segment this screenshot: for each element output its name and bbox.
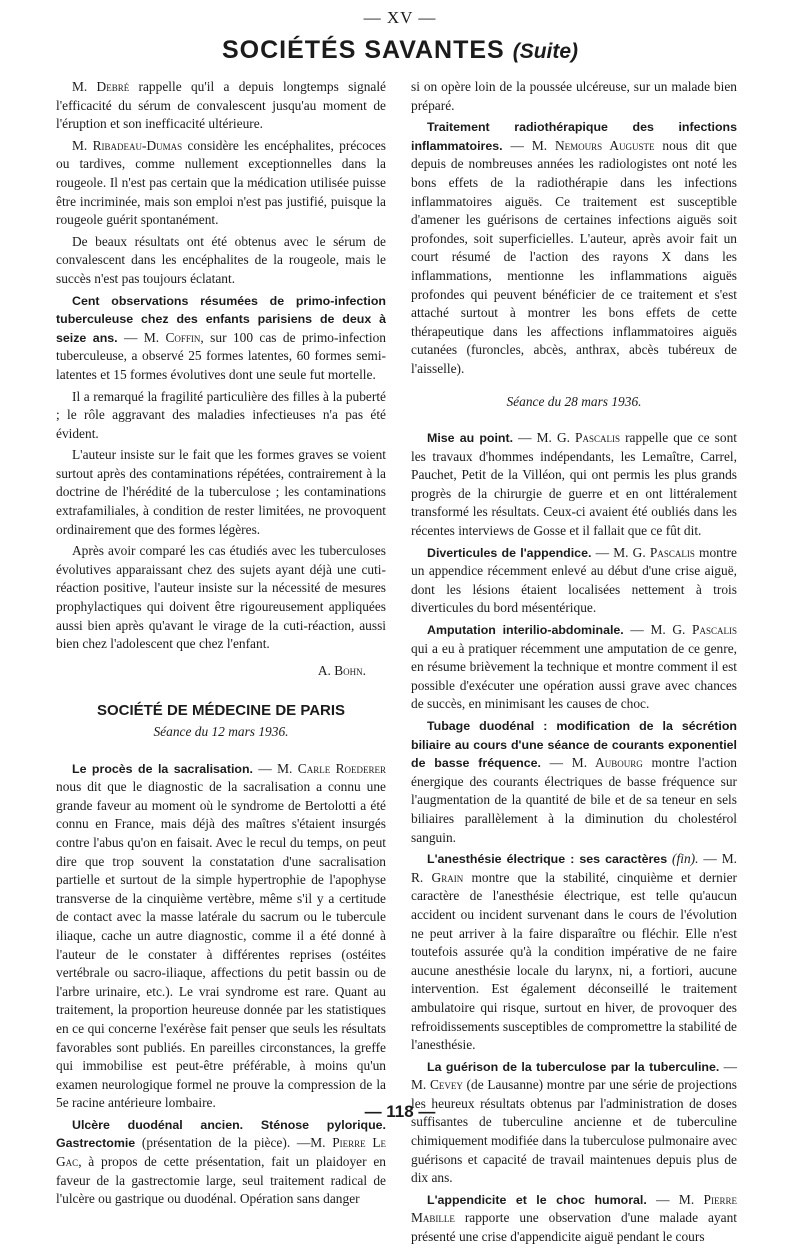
topic-heading: Amputation interilio-abdominale. [427,623,624,638]
paragraph-text: , sur 100 cas de primo-infection tuberculeuse, a observé 25 formes latentes, 60 formes semi-latentes et 15 formes évolutives dont une seule fut mortelle. [56,329,387,382]
paragraph-text: , à propos de cette présentation, fait un plaidoyer en faveur de la gastrectomie large, seul traitement radical de l'ulcère ou gastrique ou duodénal. Opération sans danger [56,1154,386,1207]
paragraph-text: nous dit que le diagnostic de la sacralisation a connu une grande faveur au moment où le syndrome de Bertolotti a été connu en France, mais déjà des maîtres s'étaient insurgés contre l'abus qu'on en faisait. Avec le recul du temps, on peut dire que trop souvent la constatation d'une sacralisation partielle et surtout de la simple hypertrophie de l'apophyse transverse de la cinquième vertèbre, même s'il y a certitude de contact avec la masse latérale du sacrum ou le tubercule iliaque, cache un autre diagnostic, comme il a été donné à l'auteur de le constater à différentes reprises (ostéites vertébrale ou sacro-iliaque, affections du petit bassin ou de l'arbre urinaire, etc.). Le vrai syndrome est rare. Quant au traitement, la proportion heureuse donnée par les statistiques en ce qui concerne l'exérèse fait penser que seuls les résultats favorables sont publiés. En pareilles circonstances, la greffe qui immobilise est peut-être préférable, à moins qu'un examen neurologique formel ne prouve la compression de la 5e racine antérieure lombaire. [56,779,386,1111]
author-name: M. Carle Roederer [277,760,387,776]
dash: — [719,1058,737,1074]
right-column [411,78,737,1250]
paragraph [56,1116,386,1209]
paragraph-text: considère les encéphalites, précoces ou tardives, comme nullement exceptionnelles dans la rougeole. Il n'est pas certain que la médication utilisée puisse être incriminée, mais son emploi n'est pas justifié, puisque la rougeole guérit spontanément. [56,137,386,228]
paragraph-text: montre que la stabilité, cinquième et dernier caractère de l'anesthésie électrique, est telle qu'aucun accident ou incident survenant dans le cours de l'évolution ne peut arriver à la faire disparaître ou fléchir. Elle n'est toutefois assurée qu'à la condition impérative de ne faire aucune anesthésie locale du larynx, ni, a fortiori, aucune intervention. Est également déconseillé le traitement ambulatoire qui risque, surtout en hiver, de provoquer des refroidissements susceptibles de compromettre la stabilité de l'anesthésie. [411,869,737,1053]
paragraph [56,137,386,230]
topic-heading: L'anesthésie électrique : ses caractères [427,852,668,867]
dash: — [623,622,651,638]
paragraph: Après avoir comparé les cas étudiés avec les tuberculoses évolutives apparaissant chez des sujets ayant déjà une cuti-réaction positive, l'auteur insiste sur la nécessité de mesures prophylactiques qui doivent être rigoureusement appliquées aussi bien après qu'avant le virage de la cuti-réaction, aussi bien chez l'adolescent que chez l'enfant. [56,543,386,652]
page-title-suite: (Suite) [512,40,579,63]
topic-heading: Mise au point. [427,431,514,446]
topic-heading: Diverticules de l'appendice. [427,545,592,560]
session-date: Séance du 28 mars 1936. [506,393,642,409]
paragraph [411,850,737,1055]
paragraph-text: (présentation de la pièce). — [135,1135,311,1151]
dash: — [502,137,532,153]
topic-heading: Tubage duodénal : modification de la sécrétion biliaire au cours d'une séance de courants exponentiel de basse fréquence. [411,719,737,771]
topic-heading: Cent observations résumées de primo-infection tuberculeuse chez des enfants parisiens de deux à seize ans. [56,293,386,345]
topic-heading: Traitement radiothérapique des infections inflammatoires. [411,120,737,153]
paragraph [411,118,737,378]
author-name: M. Aubourg [571,755,643,771]
author-name: M. Coffin [143,329,201,345]
dash: — [540,755,572,771]
paragraph-text: rappelle qu'il a depuis longtemps signalé l'efficacité du sérum de convalescent jusqu'au moment de l'éruption et son inefficacité ultérieure. [56,79,387,132]
paragraph [411,621,737,714]
paragraph [56,760,386,1113]
dash: — [513,430,537,446]
paragraph [411,1191,737,1247]
roman-page-number: — XV — [363,8,437,27]
dash: — [117,329,144,345]
signature: A. Bohn. [317,662,366,678]
paragraph [56,78,386,134]
dash: — [591,544,614,560]
dash: — [252,760,278,776]
author-name: M. Nemours Auguste [531,137,655,153]
paragraph [56,292,386,385]
topic-heading: La guérison de la tuberculose par la tuberculine. [427,1059,720,1074]
page-title [0,36,800,65]
dash: — [698,851,722,867]
paragraph [411,717,737,847]
session-date: Séance du 12 mars 1936. [153,724,289,739]
author-name: M. G. Pascalis [613,544,695,560]
italic-text: (fin). [667,851,699,867]
paragraph-text: rappelle que ce sont les travaux d'hommes indépendants, les Lemaître, Carrel, Pauchet, Petit de la Villéon, qui ont permis les plus grands progrès de la chirurgie de guerre et en ont littéralement transformé les résultats. Ceux-ci avaient été oubliés dans les récentes interviews de Gosse et il fallait que ce fût dit. [411,430,737,539]
paragraph [411,429,737,541]
topic-heading: Ulcère duodénal ancien. Sténose pylorique. Gastrectomie [56,1117,386,1151]
paragraph-text: qui a eu à pratiquer récemment une amputation de ce genre, en résume brièvement la technique et montre comment il est possible d'exécuter une opération aussi grave avec chances de succès, en minimisant les causes de choc. [411,640,737,712]
author-name: M. Pierre Le Gac [56,1135,387,1170]
author-name: M. Cevey [411,1077,463,1093]
paragraph: L'auteur insiste sur le fait que les formes graves se voient surtout après des contaminations répétées, contrairement à la doctrine de l'hérédité de la tuberculose ; les contaminations extrafamiliales, à condition de rester limitées, ne provoquent ordinairement que des formes légères. [56,447,386,537]
paragraph-text: montre un appendice récemment enlevé au début d'une crise aiguë, dont les lésions étaient localisées nettement à trois diverticules du bord mésentérique. [411,544,737,616]
dash: — [646,1191,679,1207]
author-name: M. Ribadeau-Dumas [72,137,183,153]
page-number: — 118 — [364,1102,436,1121]
paragraph-text: nous dit que depuis de nombreuses années les radiologistes ont noté les bons effets de la radiothérapie dans les infections inflammatoires aiguës. Ce traitement est susceptible d'amener les guérisons de certaines infections aiguës soit profondes, soit superficielles. L'auteur, après avoir fait un court résumé de l'action des rayons X dans les inflammations, mentionne les inflammations aiguës profondes qui peuvent bénéficier de ce traitement et s'est attaché surtout à montrer les bons effets de cette thérapeutique dans les affections inflammatoires aiguës cutanées (furoncles, abcès, anthrax, abcès tubéreux de l'aisselle). [411,137,737,376]
author-name: M. G. Pascalis [536,430,621,446]
paragraph-text: rapporte une observation d'une malade ayant présenté une crise d'appendicite aiguë pendant le cours [411,1210,737,1245]
topic-heading: L'appendicite et le choc humoral. [427,1192,647,1207]
left-column [56,78,386,1212]
paragraph [411,1058,737,1188]
paragraph-text: montre l'action énergique des courants électriques de basse fréquence sur l'augmentation de la quantité de bile et de sa teneur en sels biliaires parallèlement à la diminution du cholestérol sanguin. [411,755,737,845]
paragraph-text: (de Lausanne) montre par une série de projections les heureux résultats obtenus par l'administration de doses suffisantes de tuberculine ancienne et de tuberculine chimiquement modifiée dans la tuberculose pulmonaire avec guérisons et capacité de travail maintenues depuis plus de dix ans. [411,1077,738,1186]
page-title-main: SOCIÉTÉS SAVANTES [221,36,505,64]
paragraph-continued: si on opère loin de la poussée ulcéreuse, sur un malade bien préparé. [411,79,737,113]
paragraph [411,544,737,618]
author-name: M. Pierre Mabille [411,1191,737,1226]
section-title: SOCIÉTÉ DE MÉDECINE DE PARIS [96,702,346,720]
topic-heading: Le procès de la sacralisation. [72,761,253,776]
author-name: M. G. Pascalis [650,622,737,638]
paragraph: De beaux résultats ont été obtenus avec le sérum de convalescent dans les encéphalites de la rougeole, mais le succès n'est pas toujours éclatant. [56,233,386,286]
author-name: M. R. Grain [411,851,738,885]
author-name: M. Debré [72,79,130,94]
paragraph: Il a remarqué la fragilité particulière des filles à la puberté ; le rôle aggravant des maladies infectieuses n'a pas été évident. [56,388,386,441]
